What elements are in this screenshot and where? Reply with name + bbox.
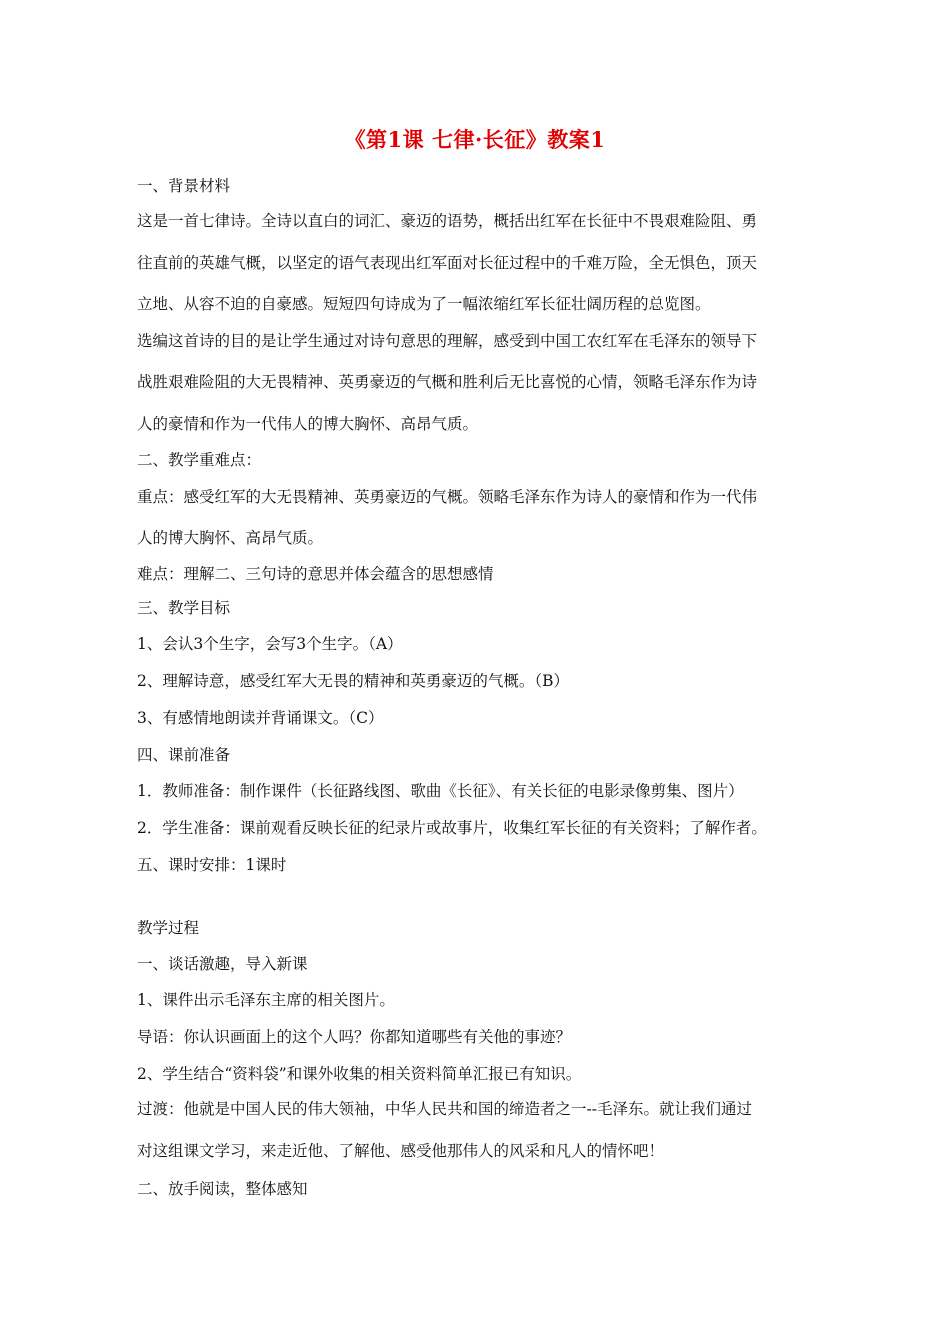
list-item: 2、学生结合“资料袋”和课外收集的相关资料简单汇报已有知识。 xyxy=(137,1065,582,1083)
section-heading: 二、教学重难点： xyxy=(137,451,262,469)
paragraph-line: 战胜艰难险阻的大无畏精神、英勇豪迈的气概和胜利后无比喜悦的心情，领略毛泽东作为诗 xyxy=(137,373,758,391)
paragraph-line: 立地、从容不迫的自豪感。短短四句诗成为了一幅浓缩红军长征壮阔历程的总览图。 xyxy=(137,295,711,313)
section-heading: 三、教学目标 xyxy=(137,599,231,617)
paragraph-line: 重点：感受红军的大无畏精神、英勇豪迈的气概。领略毛泽东作为诗人的豪情和作为一代伟 xyxy=(137,488,758,506)
paragraph-line: 往直前的英雄气概，以坚定的语气表现出红军面对长征过程中的千难万险，全无惧色，顶天 xyxy=(137,254,758,272)
paragraph-line: 人的博大胸怀、高昂气质。 xyxy=(137,529,324,547)
list-item: 1、课件出示毛泽东主席的相关图片。 xyxy=(137,991,395,1009)
section-heading: 五、课时安排：1课时 xyxy=(137,856,287,874)
paragraph-line: 人的豪情和作为一代伟人的博大胸怀、高昂气质。 xyxy=(137,415,479,433)
paragraph-line: 难点：理解二、三句诗的意思并体会蕴含的思想感情 xyxy=(137,565,494,583)
list-item: 1、会认3个生字，会写3个生字。（A） xyxy=(137,635,403,653)
section-heading: 一、谈话激趣，导入新课 xyxy=(137,955,308,973)
list-item: 2．学生准备：课前观看反映长征的纪录片或故事片，收集红军长征的有关资料；了解作者。 xyxy=(137,819,767,837)
list-item: 3、有感情地朗读并背诵课文。（C） xyxy=(137,709,384,727)
section-heading: 四、课前准备 xyxy=(137,746,231,764)
list-item: 2、理解诗意，感受红军大无畏的精神和英勇豪迈的气概。（B） xyxy=(137,672,570,690)
list-item: 1．教师准备：制作课件（长征路线图、歌曲《长征》、有关长征的电影录像剪集、图片） xyxy=(137,782,744,800)
paragraph-line: 这是一首七律诗。全诗以直白的词汇、豪迈的语势，概括出红军在长征中不畏艰难险阻、勇 xyxy=(137,212,758,230)
section-heading: 一、背景材料 xyxy=(137,177,231,195)
paragraph-line: 导语：你认识画面上的这个人吗？你都知道哪些有关他的事迹？ xyxy=(137,1028,572,1046)
section-heading: 教学过程 xyxy=(137,919,200,937)
paragraph-line: 过渡：他就是中国人民的伟大领袖，中华人民共和国的缔造者之一--毛泽东。就让我们通过 xyxy=(137,1100,752,1118)
paragraph-line: 选编这首诗的目的是让学生通过对诗句意思的理解，感受到中国工农红军在毛泽东的领导下 xyxy=(137,332,758,350)
section-heading: 二、放手阅读，整体感知 xyxy=(137,1180,308,1198)
page-title: 《第1课 七律·长征》教案1 xyxy=(344,127,606,152)
paragraph-line: 对这组课文学习，来走近他、了解他、感受他那伟人的风采和凡人的情怀吧！ xyxy=(137,1142,665,1160)
